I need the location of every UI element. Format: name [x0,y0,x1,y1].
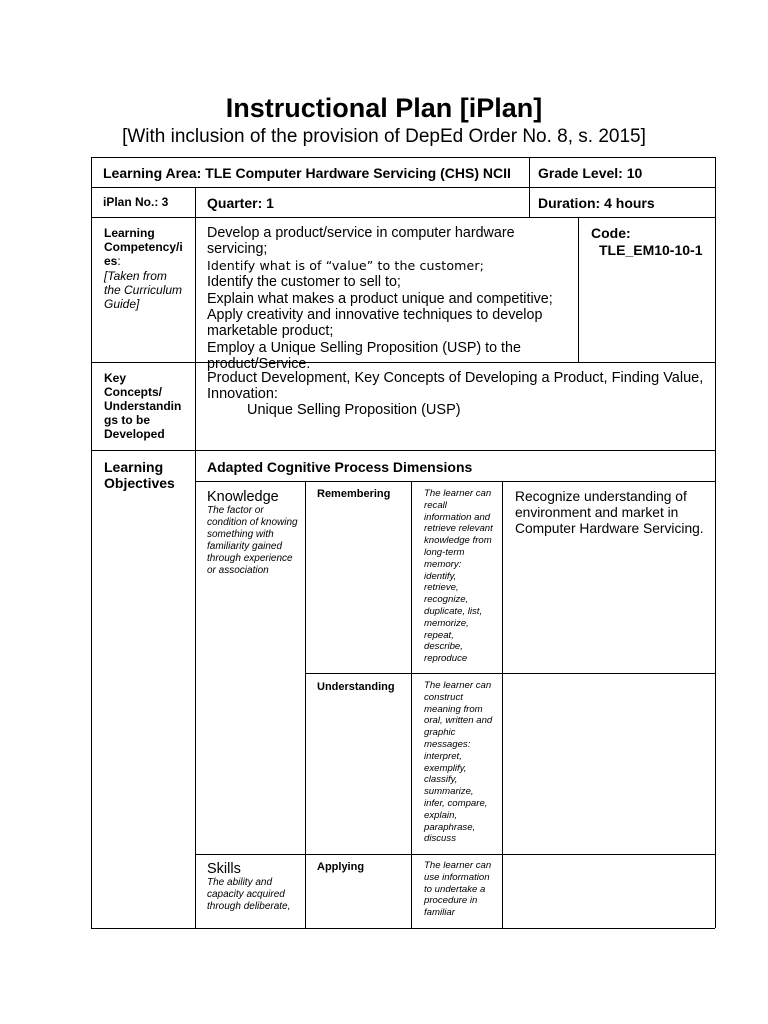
understanding-desc [424,680,502,845]
understanding-desc-line: paraphrase, [424,821,476,833]
objective-line: environment and market in [515,505,679,520]
col-divider [529,187,530,217]
iplan-number: iPlan No.: 3 [103,195,169,209]
row-divider [195,481,715,482]
knowledge-desc-line: through experience [207,553,293,564]
understanding-desc-line: graphic [424,727,456,739]
competency-label-line: Competency/i [104,240,183,254]
remembering-desc-line: knowledge from [424,535,492,547]
remembering-objective [515,489,711,537]
understanding-desc-line: interpret, [424,750,462,762]
remembering-desc-line: describe, [424,641,463,653]
key-concepts-label-line: Key [104,371,127,385]
understanding-desc-line: summarize, [424,786,474,798]
understanding-desc-line: discuss [424,833,456,845]
key-concepts-label-line: Concepts/ [104,385,163,399]
competency-item: product/Service. [207,356,311,373]
remembering-desc-line: identify, [424,570,457,582]
understanding-desc-line: meaning from [424,703,483,715]
applying-desc-line: procedure in [424,895,478,907]
understanding-desc-line: infer, compare, [424,797,488,809]
competency-note-line: the Curriculum [104,283,183,297]
competency-item: Apply creativity and innovative techniques to develop [207,307,543,324]
row-divider [91,217,715,218]
competency-list [207,225,577,373]
applying-desc [424,860,502,919]
key-concepts-label-line: gs to be [104,413,151,427]
duration: Duration: 4 hours [538,195,655,211]
remembering-desc-line: duplicate, list, [424,605,483,617]
applying-desc-line: familiar [424,907,455,919]
competency-item: Identify the customer to sell to; [207,274,401,291]
understanding-desc-line: explain, [424,809,458,821]
remembering-desc-line: memory: [424,558,462,570]
page-subtitle: [With inclusion of the provision of DepEd Order No. 8, s. 2015] [122,126,646,147]
remembering-desc-line: retrieve, [424,582,459,594]
competency-label [104,226,192,311]
objectives-label-line: Objectives [104,475,175,491]
skills-desc-line: The ability and [207,877,273,888]
understanding-desc-line: construct [424,691,463,703]
competency-label-line: Learning [104,226,155,240]
col-divider [411,481,412,928]
row-divider [305,673,715,674]
dimensions-heading: Adapted Cognitive Process Dimensions [207,459,473,475]
table-border-left [91,157,92,928]
remembering-desc-line: recall [424,499,447,511]
applying-desc-line: The learner can [424,860,492,871]
remembering-desc-line: reproduce [424,653,468,665]
applying-desc-line: use information [424,871,490,883]
knowledge-desc-line: familiarity gained [207,541,283,552]
key-concepts-line: Product Development, Key Concepts of Developing a Product, Finding Value, [207,370,704,386]
code-value: TLE_EM10-10-1 [599,242,703,258]
competency-note-line: [Taken from [104,269,167,283]
col-divider [195,187,196,928]
competency-label-line: es [104,254,118,268]
knowledge-desc-line: something with [207,529,274,540]
key-concepts-line: Innovation: [207,386,278,402]
skills-cell [207,861,303,913]
objectives-label [104,459,175,491]
objectives-label-line: Learning [104,459,164,475]
knowledge-title: Knowledge [207,489,279,505]
row-divider [195,854,715,855]
applying-desc-line: to undertake a [424,883,486,895]
table-border-right [715,157,716,928]
competency-note-line: Guide] [104,297,140,311]
remembering-desc-line: retrieve relevant [424,523,493,535]
grade-level: Grade Level: 10 [538,165,643,181]
objective-line: Computer Hardware Servicing. [515,521,704,536]
understanding-label: Understanding [317,681,395,693]
key-concepts-line: Unique Selling Proposition (USP) [247,402,461,418]
learning-area: Learning Area: TLE Computer Hardware Servicing (CHS) NCII [103,165,511,181]
col-divider [305,481,306,928]
objective-line: Recognize understanding of [515,489,687,504]
table-border-top [91,157,715,158]
key-concepts-text [207,370,707,418]
row-divider [91,187,715,188]
understanding-desc-line: oral, written and [424,715,493,727]
knowledge-desc-line: condition of knowing [207,517,298,528]
quarter: Quarter: 1 [207,195,274,211]
col-divider [502,481,503,928]
remembering-label: Remembering [317,488,391,500]
competency-label-colon: : [117,254,121,268]
col-divider [529,157,530,187]
remembering-desc-line: The learner can [424,488,492,499]
knowledge-desc-line: or association [207,565,269,576]
skills-title: Skills [207,861,241,877]
competency-item: Explain what makes a product unique and competitive; [207,290,553,307]
page-title: Instructional Plan [iPlan] [225,93,543,123]
competency-item: marketable product; [207,323,334,340]
remembering-desc [424,488,502,665]
competency-item: Employ a Unique Selling Proposition (USP) to the [207,339,521,356]
remembering-desc-line: repeat, [424,629,454,641]
understanding-desc-line: messages: [424,738,471,750]
understanding-desc-line: The learner can [424,680,492,691]
remembering-desc-line: recognize, [424,594,469,606]
key-concepts-label-line: Developed [104,427,165,441]
row-divider [91,450,715,451]
remembering-desc-line: memorize, [424,617,469,629]
key-concepts-label [104,371,194,441]
table-border-bottom [91,928,715,929]
remembering-desc-line: long-term [424,546,465,558]
key-concepts-label-line: Understandin [104,399,182,413]
code-label: Code: [591,225,631,241]
remembering-desc-line: information and [424,511,491,523]
understanding-desc-line: exemplify, [424,762,467,774]
applying-label: Applying [317,861,365,873]
competency-item: Develop a product/service in computer hardware servicing; [207,225,515,258]
competency-item: Identify what is of “value” to the customer; [207,257,484,273]
knowledge-desc-line: The factor or [207,505,264,516]
knowledge-cell [207,489,303,577]
understanding-desc-line: classify, [424,774,458,786]
col-divider [578,217,579,362]
skills-desc-line: capacity acquired [207,889,285,900]
skills-desc-line: through deliberate, [207,901,291,912]
